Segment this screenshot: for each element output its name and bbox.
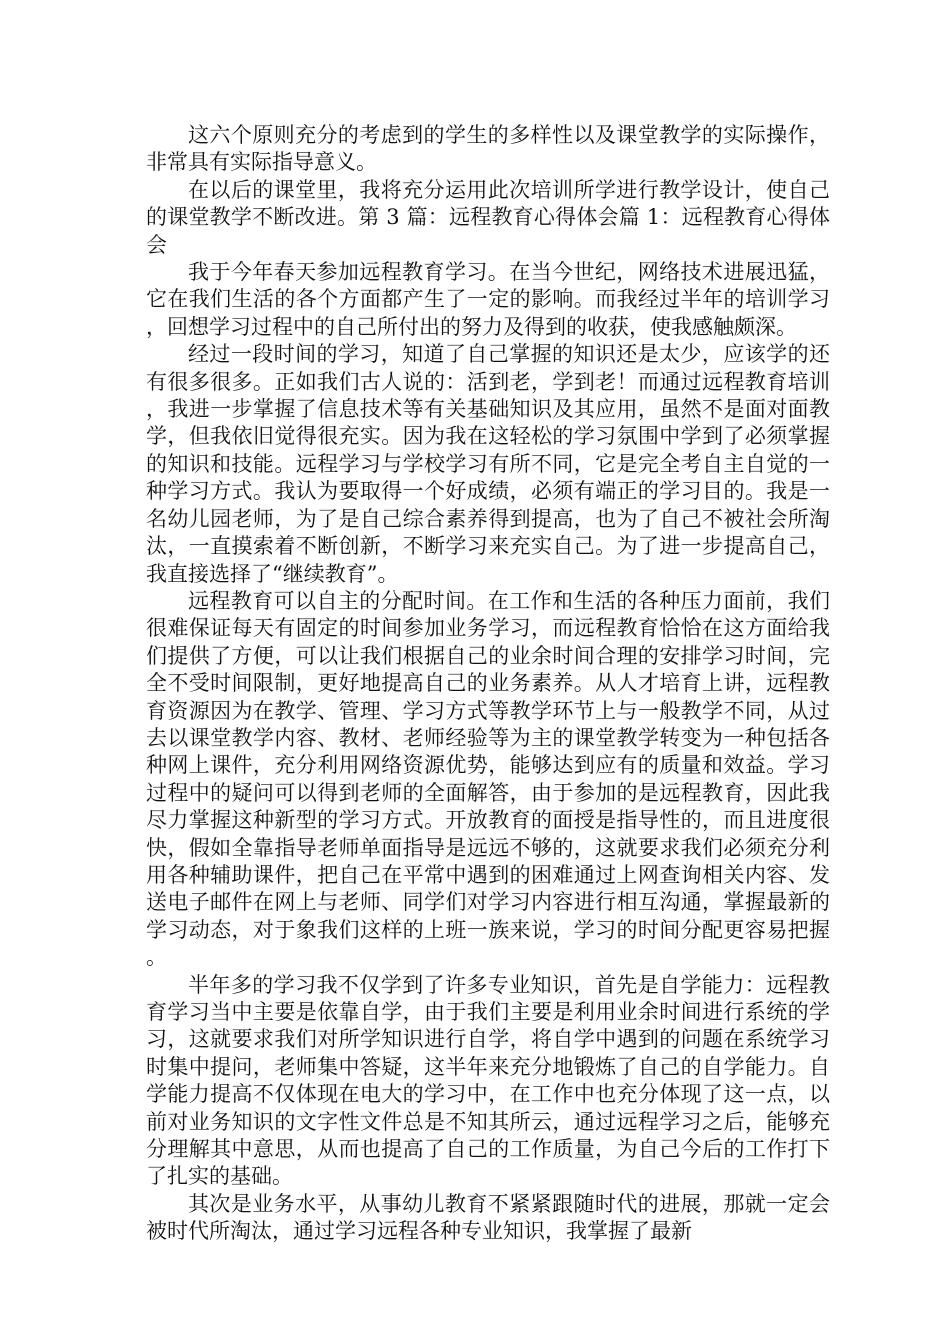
paragraph-2: 在以后的课堂里，我将充分运用此次培训所学进行教学设计，使自己的课堂教学不断改进。第 3 篇：远程教育心得体会篇 1：远程教育心得体会 <box>146 177 830 257</box>
paragraph-6: 半年多的学习我不仅学到了许多专业知识，首先是自学能力：远程教育学习当中主要是依靠自学，由于我们主要是利用业余时间进行系统的学习，这就要求我们对所学知识进行自学，将自学中遇到的问题在系统学习时集中提问，老师集中答疑，这半年来充分地锻炼了自己的自学能力。自学能力提高不仅体现在电大的学习中，在工作中也充分体现了这一点，以前对业务知识的文字性文件总是不知其所云，通过远程学习之后，能够充分理解其中意思，从而也提高了自己的工作质量，为自己今后的工作打下了扎实的基础。 <box>146 972 830 1189</box>
paragraph-7: 其次是业务水平，从事幼儿教育不紧紧跟随时代的进展，那就一定会被时代所淘汰，通过学习远程各种专业知识，我掌握了最新 <box>146 1191 830 1244</box>
paragraph-1: 这六个原则充分的考虑到的学生的多样性以及课堂教学的实际操作，非常具有实际指导意义。 <box>146 123 830 175</box>
paragraph-3: 我于今年春天参加远程教育学习。在当今世纪，网络技术进展迅猛，它在我们生活的各个方面都产生了一定的影响。而我经过半年的培训学习，回想学习过程中的自己所付出的努力及得到的收获，使我感触颇深。 <box>146 260 830 339</box>
paragraph-5: 远程教育可以自主的分配时间。在工作和生活的各种压力面前，我们很难保证每天有固定的时间参加业务学习，而远程教育恰恰在这方面给我们提供了方便，可以让我们根据自己的业余时间合理的安排学习时间，完全不受时间限制，更好地提高自己的业务素养。从人才培育上讲，远程教育资源因为在教学、管理、学习方式等教学环节上与一般教学不同，从过去以课堂教学内容、教材、老师经验等为主的课堂教学转变为一种包括各种网上课件，充分利用网络资源优势，能够达到应有的质量和效益。学习过程中的疑问可以得到老师的全面解答，由于参加的是远程教育，因此我尽力掌握这种新型的学习方式。开放教育的面授是指导性的，而且进度很快，假如全靠指导老师单面指导是远远不够的，这就要求我们必须充分利用各种辅助课件，把自己在平常中遇到的困难通过上网查询相关内容、发送电子邮件在网上与老师、同学们对学习内容进行相互沟通，掌握最新的学习动态，对于象我们这样的上班一族来说，学习的时间分配更容易把握。 <box>146 588 830 970</box>
document-page <box>146 122 830 1246</box>
paragraph-4: 经过一段时间的学习，知道了自己掌握的知识还是太少，应该学的还有很多很多。正如我们古人说的：活到老，学到老！而通过远程教育培训，我进一步掌握了信息技术等有关基础知识及其应用，虽然不是面对面教学，但我依旧觉得很充实。因为我在这轻松的学习氛围中学到了必须掌握的知识和技能。远程学习与学校学习有所不同，它是完全考自主自觉的一种学习方式。我认为要取得一个好成绩，必须有端正的学习目的。我是一名幼儿园老师，为了是自己综合素养得到提高，也为了自己不被社会所淘汰，一直摸索着不断创新，不断学习来充实自己。为了进一步提高自己，我直接选择了“继续教育”。 <box>146 342 830 586</box>
